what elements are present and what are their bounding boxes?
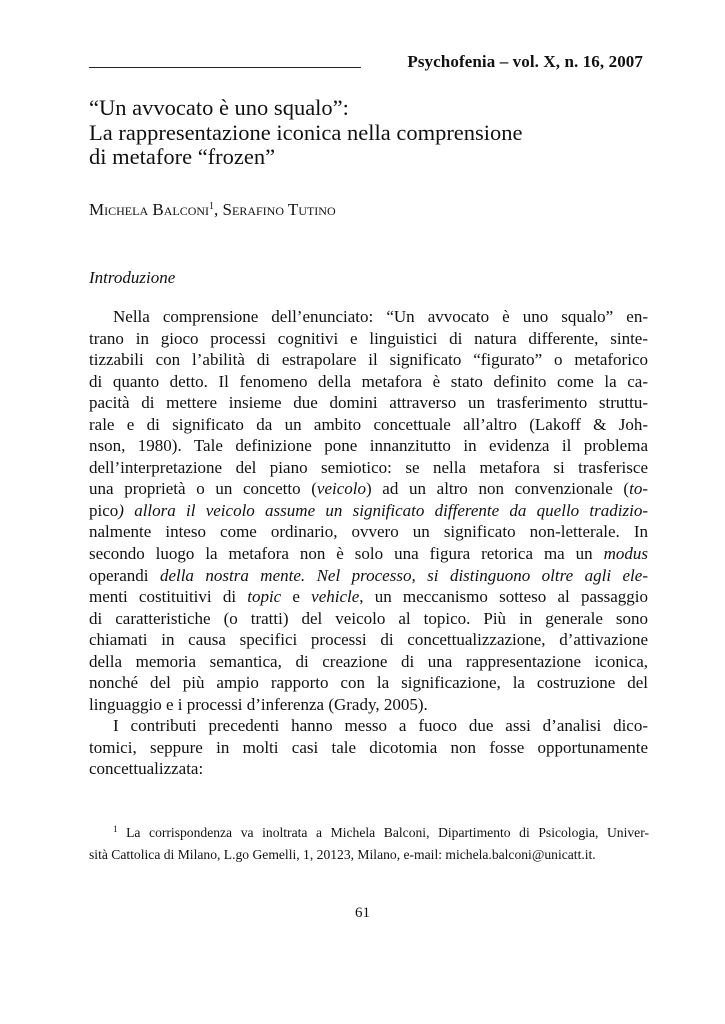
header-rule [89, 67, 361, 68]
author-list [89, 200, 336, 220]
footnote-line: sità Cattolica di Milano, L.go Gemelli, 1, 20123, Milano, e-mail: michela.balconi@unicatt.it. [89, 846, 596, 862]
paragraph-line [89, 414, 648, 436]
paragraph-line [89, 349, 648, 371]
paragraph-line [89, 543, 648, 565]
paragraph-line [89, 306, 648, 328]
author-name: Serafino Tutino [222, 200, 336, 219]
title-line: di metafore “frozen” [89, 144, 276, 169]
text-run: di caratteristiche (o tratti) del veicolo al topico. Più in generale sono [89, 608, 648, 628]
text-run: rale e di significato da un ambito concettuale all’altro (Lakoff & Joh- [89, 414, 648, 434]
text-run: pico [89, 500, 119, 520]
author-name: Michela Balconi [89, 200, 210, 219]
italic-term: modus [603, 544, 648, 564]
paragraph-line [89, 328, 648, 350]
paragraph-line [89, 758, 648, 780]
text-run: della memoria semantica, di creazione di una rappresentazione iconica, [89, 651, 648, 671]
text-run: pacità di mettere insieme due domini attraverso un trasferimento struttu- [89, 393, 648, 413]
footnote-mark: 1 [113, 824, 118, 834]
footnote-mark: 1 [209, 201, 215, 212]
body-text [89, 306, 648, 780]
italic-term: veicolo [316, 479, 366, 499]
paragraph-line [89, 608, 648, 630]
text-run: ) ad un altro non convenzionale ( [366, 479, 630, 499]
text-run: nonché del più ampio rapporto con la significazione, la costruzione del [89, 673, 648, 693]
text-run: menti costituitivi di [89, 587, 248, 607]
page-number: 61 [355, 905, 370, 921]
text-run: tizzabili con l’abilità di estrapolare il significato “figurato” o metaforico [89, 350, 648, 370]
section-heading: Introduzione [89, 268, 176, 287]
text-run: tomici, seppure in molti casi tale dicotomia non fosse opportunamente [89, 737, 648, 757]
text-run: secondo luogo la metafora non è solo una figura retorica ma un [89, 544, 604, 564]
text-run: I contributi precedenti hanno messo a fuoco due assi d’analisi dico- [113, 716, 648, 736]
paragraph-line [89, 586, 648, 608]
italic-term: topic [247, 587, 282, 607]
paragraph-line [89, 392, 648, 414]
text-run: una proprietà o un concetto ( [89, 479, 317, 499]
title-line: La rappresentazione iconica nella comprensione [89, 119, 523, 145]
text-run: linguaggio e i processi d’inferenza (Grady, 2005). [89, 694, 428, 714]
footnote-line [89, 822, 649, 844]
paragraph-line [89, 521, 648, 543]
text-run: dell’interpretazione del piano semiotico: se nella metafora si trasferisce [89, 457, 648, 477]
text-run: nson, 1980). Tale definizione pone innanzitutto in evidenza il problema [89, 436, 648, 456]
author-separator: , [214, 200, 223, 219]
paragraph-line [89, 500, 648, 522]
paragraph-line [89, 737, 648, 759]
text-run: concettualizzata: [89, 759, 204, 779]
paragraph-line [89, 457, 648, 479]
text-run: operandi [89, 565, 149, 585]
paragraph-line [89, 672, 648, 694]
text-run: e [281, 587, 312, 607]
footnote [89, 822, 649, 865]
title-line: “Un avvocato è uno squalo”: [89, 95, 349, 120]
paragraph-line [89, 629, 648, 651]
running-header: Psychofenia – vol. X, n. 16, 2007 [407, 52, 643, 71]
italic-term: to- [629, 479, 648, 499]
paragraph-line [89, 565, 648, 587]
text-run: , un meccanismo sotteso al passaggio [359, 587, 648, 607]
text-run: di quanto detto. Il fenomeno della metafora è stato definito come la ca- [89, 371, 648, 391]
text-run: nalmente inteso come ordinario, ovvero un significato non-letterale. In [89, 522, 648, 542]
paragraph-line [89, 371, 648, 393]
text-run: Nella comprensione dell’enunciato: “Un avvocato è uno squalo” en- [113, 307, 648, 326]
italic-term: ) allora il veicolo assume un significato differente da quello tradizio- [118, 500, 648, 520]
paragraph-line [89, 478, 648, 500]
paragraph-line [89, 715, 648, 737]
paragraph-line [89, 694, 648, 716]
paragraph-line [89, 651, 648, 673]
text-run: trano in gioco processi cognitivi e linguistici di natura differente, sinte- [89, 328, 648, 348]
italic-term: vehicle [311, 587, 360, 607]
article-title [89, 96, 649, 170]
italic-term: della nostra mente. Nel processo, si distinguono oltre agli ele- [148, 565, 648, 585]
text-run: chiamati in causa specifici processi di concettualizzazione, d’attivazione [89, 630, 648, 650]
paragraph-line [89, 435, 648, 457]
footnote-text: La corrispondenza va inoltrata a Michela Balconi, Dipartimento di Psicologia, Univer- [126, 825, 649, 840]
